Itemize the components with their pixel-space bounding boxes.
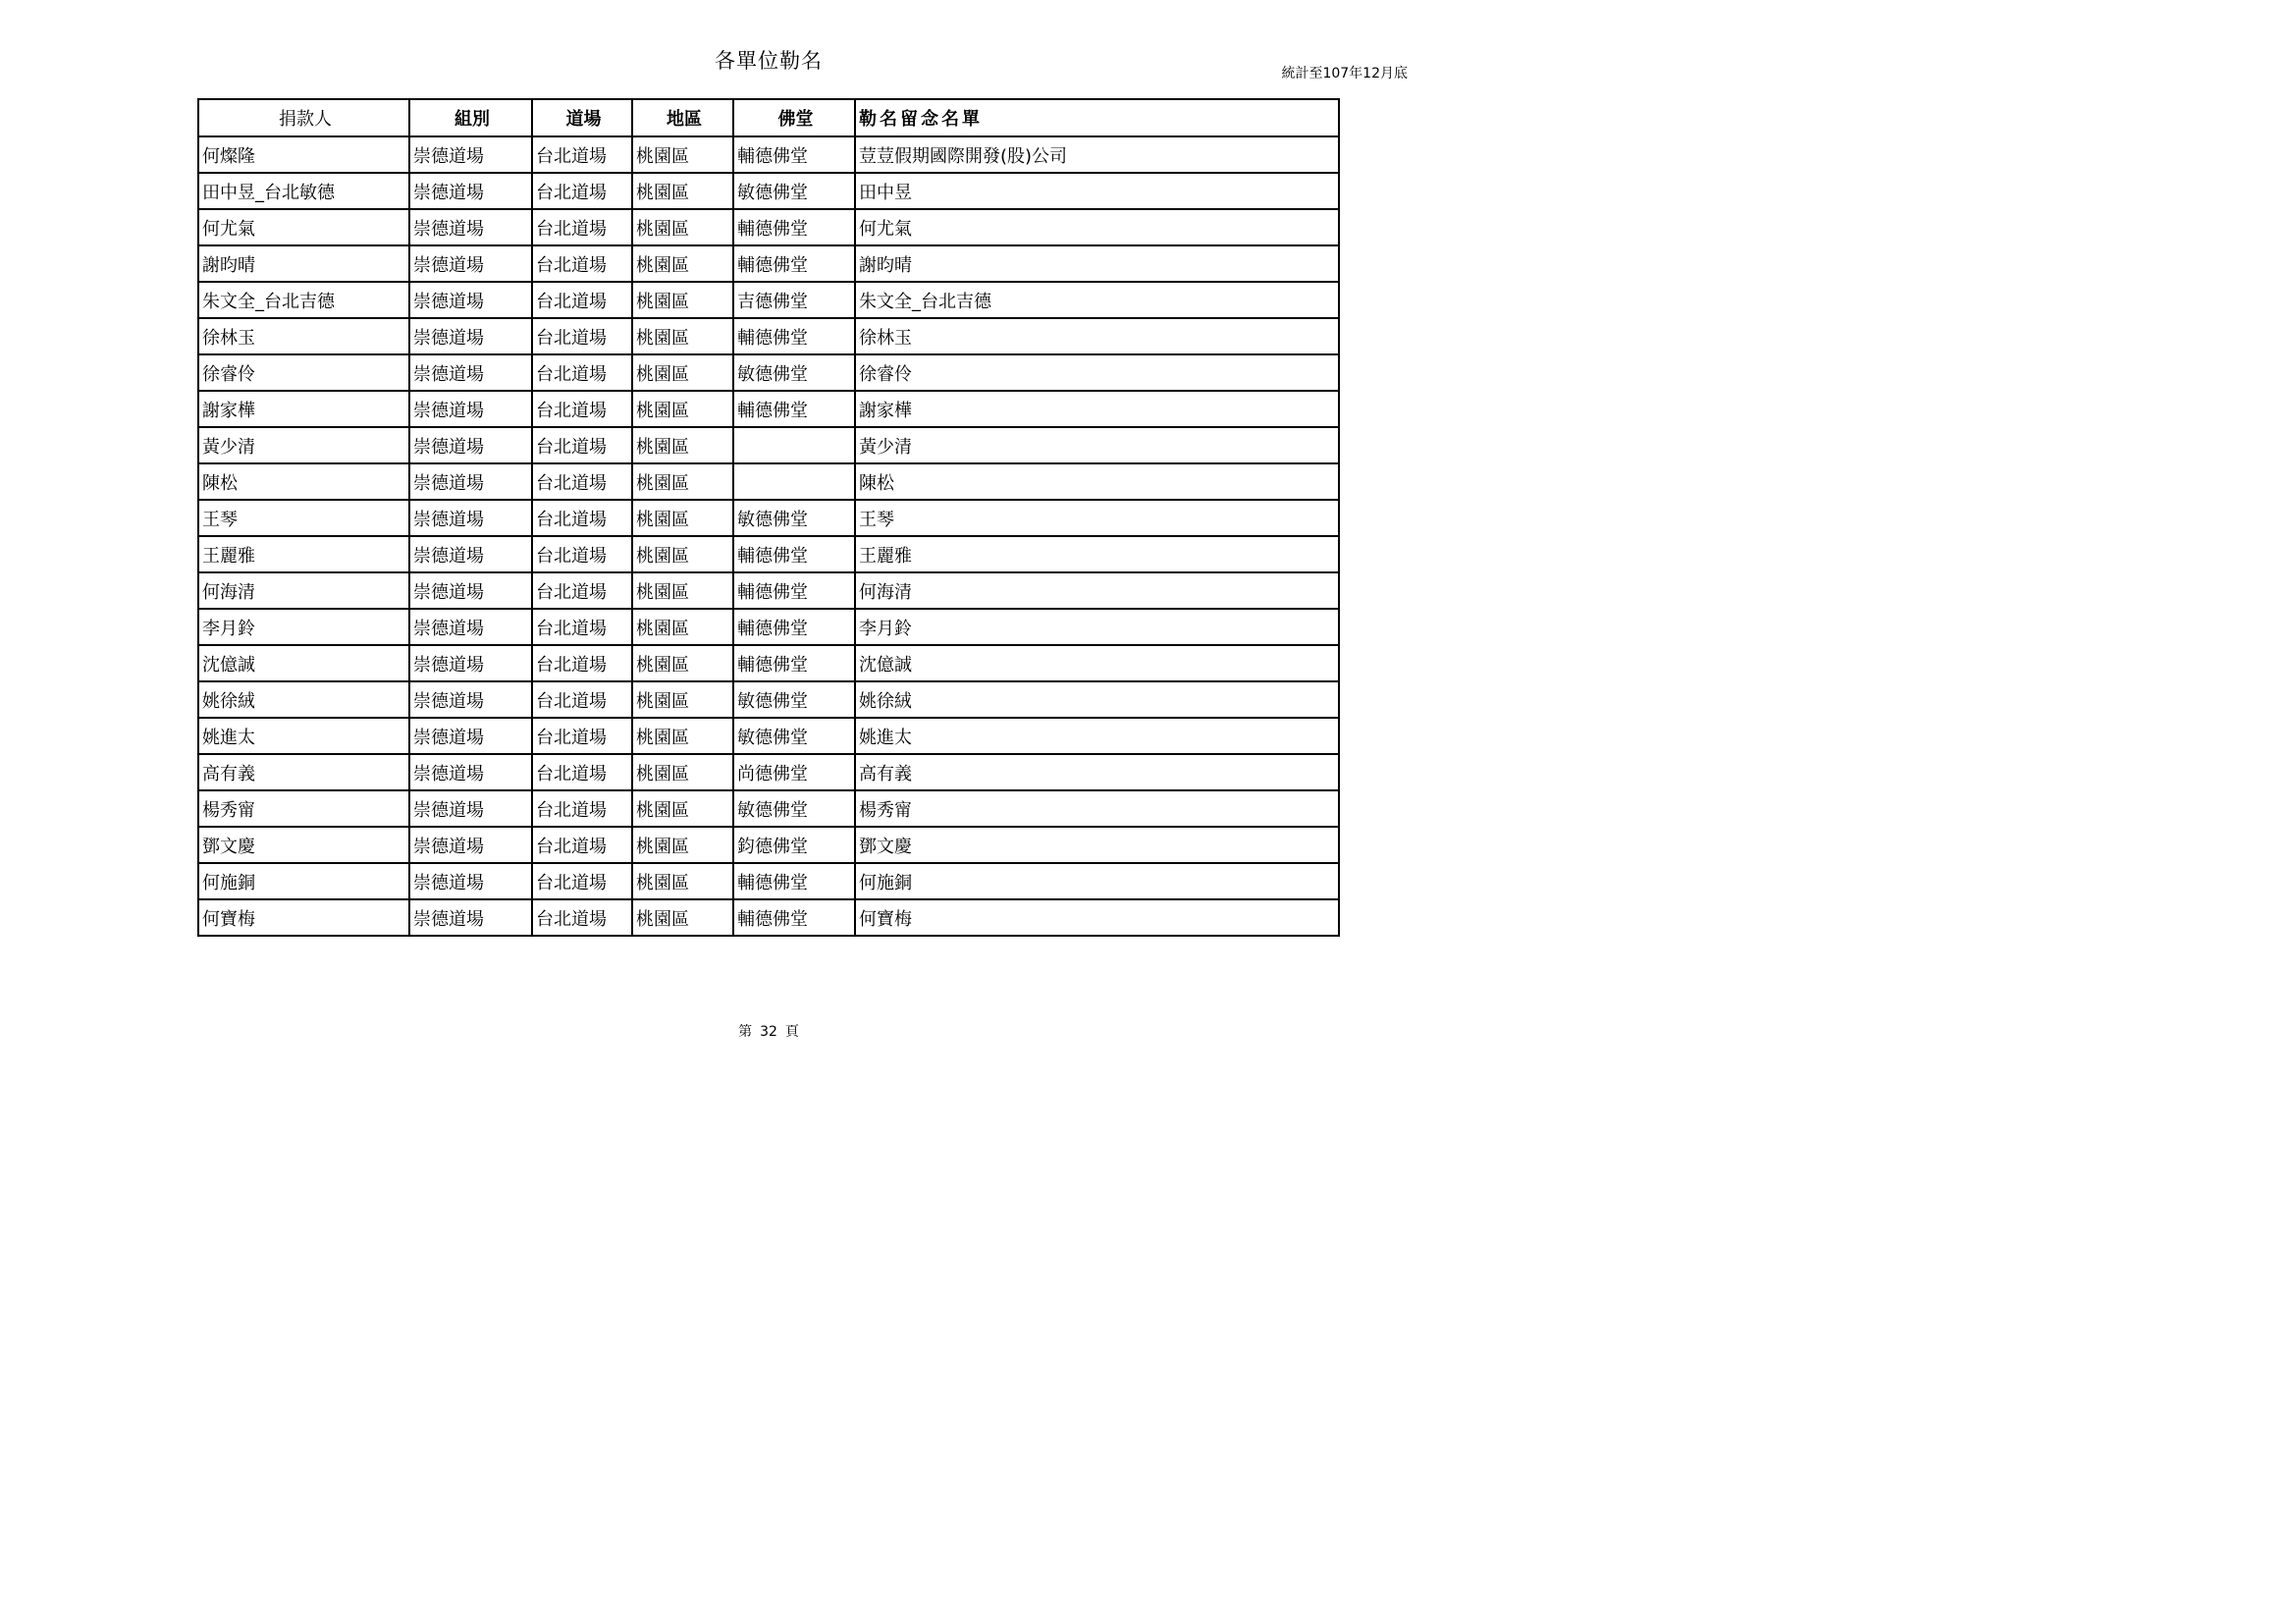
table-row — [198, 173, 1339, 209]
table-row — [198, 209, 1339, 245]
header-group: 組別 — [409, 99, 532, 136]
memorial-name-cell: 李月鈴 — [855, 609, 1339, 645]
temple-cell: 台北道場 — [532, 718, 632, 754]
page-prefix: 第 — [738, 1024, 753, 1040]
region-cell: 桃園區 — [632, 899, 733, 936]
region-cell: 桃園區 — [632, 282, 733, 318]
statistics-date-note: 統計至107年12月底 — [1281, 66, 1408, 81]
donor-cell: 陳松 — [198, 463, 409, 500]
buddha-hall-cell — [733, 427, 855, 463]
memorial-name-cell: 沈億誠 — [855, 645, 1339, 681]
group-cell: 崇德道場 — [409, 718, 532, 754]
group-cell: 崇德道場 — [409, 790, 532, 827]
group-cell: 崇德道場 — [409, 209, 532, 245]
buddha-hall-cell: 輔德佛堂 — [733, 391, 855, 427]
table-row — [198, 391, 1339, 427]
group-cell: 崇德道場 — [409, 754, 532, 790]
page-number: 32 — [760, 1024, 777, 1040]
table-row — [198, 899, 1339, 936]
buddha-hall-cell: 輔德佛堂 — [733, 536, 855, 572]
memorial-name-cell: 楊秀甯 — [855, 790, 1339, 827]
region-cell: 桃園區 — [632, 173, 733, 209]
memorial-name-cell: 何海清 — [855, 572, 1339, 609]
donor-cell: 何寶梅 — [198, 899, 409, 936]
table-row — [198, 500, 1339, 536]
region-cell: 桃園區 — [632, 609, 733, 645]
memorial-name-cell: 王琴 — [855, 500, 1339, 536]
group-cell: 崇德道場 — [409, 863, 532, 899]
donor-cell: 沈億誠 — [198, 645, 409, 681]
donor-cell: 何海清 — [198, 572, 409, 609]
donor-cell: 姚徐絨 — [198, 681, 409, 718]
buddha-hall-cell: 尚德佛堂 — [733, 754, 855, 790]
region-cell: 桃園區 — [632, 136, 733, 173]
region-cell: 桃園區 — [632, 718, 733, 754]
group-cell: 崇德道場 — [409, 500, 532, 536]
buddha-hall-cell: 敏德佛堂 — [733, 173, 855, 209]
memorial-name-cell: 高有義 — [855, 754, 1339, 790]
donor-cell: 田中昱_台北敏德 — [198, 173, 409, 209]
region-cell: 桃園區 — [632, 536, 733, 572]
memorial-name-cell: 田中昱 — [855, 173, 1339, 209]
donor-cell: 姚進太 — [198, 718, 409, 754]
buddha-hall-cell: 輔德佛堂 — [733, 572, 855, 609]
page-suffix: 頁 — [784, 1024, 799, 1040]
temple-cell: 台北道場 — [532, 572, 632, 609]
table-row — [198, 463, 1339, 500]
page-title: 各單位勒名 — [715, 49, 823, 73]
memorial-name-cell: 荳荳假期國際開發(股)公司 — [855, 136, 1339, 173]
donor-cell: 鄧文慶 — [198, 827, 409, 863]
buddha-hall-cell — [733, 463, 855, 500]
donor-cell: 徐睿伶 — [198, 354, 409, 391]
group-cell: 崇德道場 — [409, 463, 532, 500]
donor-roster-table — [197, 98, 1340, 937]
buddha-hall-cell: 輔德佛堂 — [733, 318, 855, 354]
memorial-name-cell: 陳松 — [855, 463, 1339, 500]
memorial-name-cell: 鄧文慶 — [855, 827, 1339, 863]
memorial-name-cell: 何尤氣 — [855, 209, 1339, 245]
table-row — [198, 790, 1339, 827]
donor-cell: 李月鈴 — [198, 609, 409, 645]
buddha-hall-cell: 輔德佛堂 — [733, 863, 855, 899]
temple-cell: 台北道場 — [532, 790, 632, 827]
table-row — [198, 572, 1339, 609]
group-cell: 崇德道場 — [409, 827, 532, 863]
table-row — [198, 863, 1339, 899]
group-cell: 崇德道場 — [409, 645, 532, 681]
memorial-name-cell: 謝家樺 — [855, 391, 1339, 427]
memorial-name-cell: 何施銅 — [855, 863, 1339, 899]
temple-cell: 台北道場 — [532, 209, 632, 245]
donor-cell: 王麗雅 — [198, 536, 409, 572]
table-row — [198, 282, 1339, 318]
temple-cell: 台北道場 — [532, 609, 632, 645]
table-row — [198, 245, 1339, 282]
buddha-hall-cell: 敏德佛堂 — [733, 500, 855, 536]
memorial-name-cell: 何寶梅 — [855, 899, 1339, 936]
donor-cell: 黃少清 — [198, 427, 409, 463]
header-buddha-hall: 佛堂 — [733, 99, 855, 136]
donor-cell: 楊秀甯 — [198, 790, 409, 827]
memorial-name-cell: 姚進太 — [855, 718, 1339, 754]
group-cell: 崇德道場 — [409, 245, 532, 282]
group-cell: 崇德道場 — [409, 899, 532, 936]
temple-cell: 台北道場 — [532, 681, 632, 718]
memorial-name-cell: 姚徐絨 — [855, 681, 1339, 718]
group-cell: 崇德道場 — [409, 318, 532, 354]
region-cell: 桃園區 — [632, 572, 733, 609]
group-cell: 崇德道場 — [409, 282, 532, 318]
buddha-hall-cell: 輔德佛堂 — [733, 645, 855, 681]
temple-cell: 台北道場 — [532, 827, 632, 863]
buddha-hall-cell: 輔德佛堂 — [733, 209, 855, 245]
table-row — [198, 754, 1339, 790]
region-cell: 桃園區 — [632, 754, 733, 790]
table-row — [198, 609, 1339, 645]
temple-cell: 台北道場 — [532, 536, 632, 572]
temple-cell: 台北道場 — [532, 173, 632, 209]
region-cell: 桃園區 — [632, 391, 733, 427]
table-row — [198, 318, 1339, 354]
region-cell: 桃園區 — [632, 427, 733, 463]
header-temple: 道場 — [532, 99, 632, 136]
buddha-hall-cell: 敏德佛堂 — [733, 718, 855, 754]
buddha-hall-cell: 輔德佛堂 — [733, 245, 855, 282]
region-cell: 桃園區 — [632, 354, 733, 391]
donor-cell: 高有義 — [198, 754, 409, 790]
header-region: 地區 — [632, 99, 733, 136]
group-cell: 崇德道場 — [409, 173, 532, 209]
header-memorial-list: 勒名留念名單 — [855, 99, 1339, 136]
group-cell: 崇德道場 — [409, 536, 532, 572]
buddha-hall-cell: 輔德佛堂 — [733, 899, 855, 936]
temple-cell: 台北道場 — [532, 318, 632, 354]
table-row — [198, 354, 1339, 391]
donor-cell: 何施銅 — [198, 863, 409, 899]
memorial-name-cell: 謝昀晴 — [855, 245, 1339, 282]
temple-cell: 台北道場 — [532, 463, 632, 500]
temple-cell: 台北道場 — [532, 645, 632, 681]
temple-cell: 台北道場 — [532, 354, 632, 391]
table-row — [198, 681, 1339, 718]
group-cell: 崇德道場 — [409, 609, 532, 645]
memorial-name-cell: 徐林玉 — [855, 318, 1339, 354]
region-cell: 桃園區 — [632, 463, 733, 500]
group-cell: 崇德道場 — [409, 427, 532, 463]
table-row — [198, 827, 1339, 863]
buddha-hall-cell: 敏德佛堂 — [733, 790, 855, 827]
donor-cell: 謝昀晴 — [198, 245, 409, 282]
table-row — [198, 718, 1339, 754]
donor-cell: 何尤氣 — [198, 209, 409, 245]
temple-cell: 台北道場 — [532, 899, 632, 936]
buddha-hall-cell: 輔德佛堂 — [733, 609, 855, 645]
table-row — [198, 536, 1339, 572]
memorial-name-cell: 朱文全_台北吉德 — [855, 282, 1339, 318]
region-cell: 桃園區 — [632, 863, 733, 899]
donor-cell: 朱文全_台北吉德 — [198, 282, 409, 318]
temple-cell: 台北道場 — [532, 427, 632, 463]
donor-cell: 謝家樺 — [198, 391, 409, 427]
region-cell: 桃園區 — [632, 827, 733, 863]
region-cell: 桃園區 — [632, 209, 733, 245]
temple-cell: 台北道場 — [532, 282, 632, 318]
table-header-row — [198, 99, 1339, 136]
temple-cell: 台北道場 — [532, 500, 632, 536]
page-footer — [0, 1021, 1537, 1041]
buddha-hall-cell: 吉德佛堂 — [733, 282, 855, 318]
table-row — [198, 645, 1339, 681]
region-cell: 桃園區 — [632, 790, 733, 827]
buddha-hall-cell: 敏德佛堂 — [733, 354, 855, 391]
buddha-hall-cell: 輔德佛堂 — [733, 136, 855, 173]
region-cell: 桃園區 — [632, 318, 733, 354]
temple-cell: 台北道場 — [532, 136, 632, 173]
table-row — [198, 427, 1339, 463]
buddha-hall-cell: 敏德佛堂 — [733, 681, 855, 718]
group-cell: 崇德道場 — [409, 391, 532, 427]
memorial-name-cell: 王麗雅 — [855, 536, 1339, 572]
donor-cell: 王琴 — [198, 500, 409, 536]
group-cell: 崇德道場 — [409, 136, 532, 173]
header-donor: 捐款人 — [198, 99, 409, 136]
memorial-name-cell: 黃少清 — [855, 427, 1339, 463]
region-cell: 桃園區 — [632, 645, 733, 681]
donor-cell: 徐林玉 — [198, 318, 409, 354]
group-cell: 崇德道場 — [409, 354, 532, 391]
temple-cell: 台北道場 — [532, 863, 632, 899]
temple-cell: 台北道場 — [532, 391, 632, 427]
group-cell: 崇德道場 — [409, 572, 532, 609]
group-cell: 崇德道場 — [409, 681, 532, 718]
temple-cell: 台北道場 — [532, 754, 632, 790]
region-cell: 桃園區 — [632, 681, 733, 718]
buddha-hall-cell: 鈞德佛堂 — [733, 827, 855, 863]
memorial-name-cell: 徐睿伶 — [855, 354, 1339, 391]
donor-cell: 何燦隆 — [198, 136, 409, 173]
temple-cell: 台北道場 — [532, 245, 632, 282]
region-cell: 桃園區 — [632, 500, 733, 536]
table-row — [198, 136, 1339, 173]
region-cell: 桃園區 — [632, 245, 733, 282]
